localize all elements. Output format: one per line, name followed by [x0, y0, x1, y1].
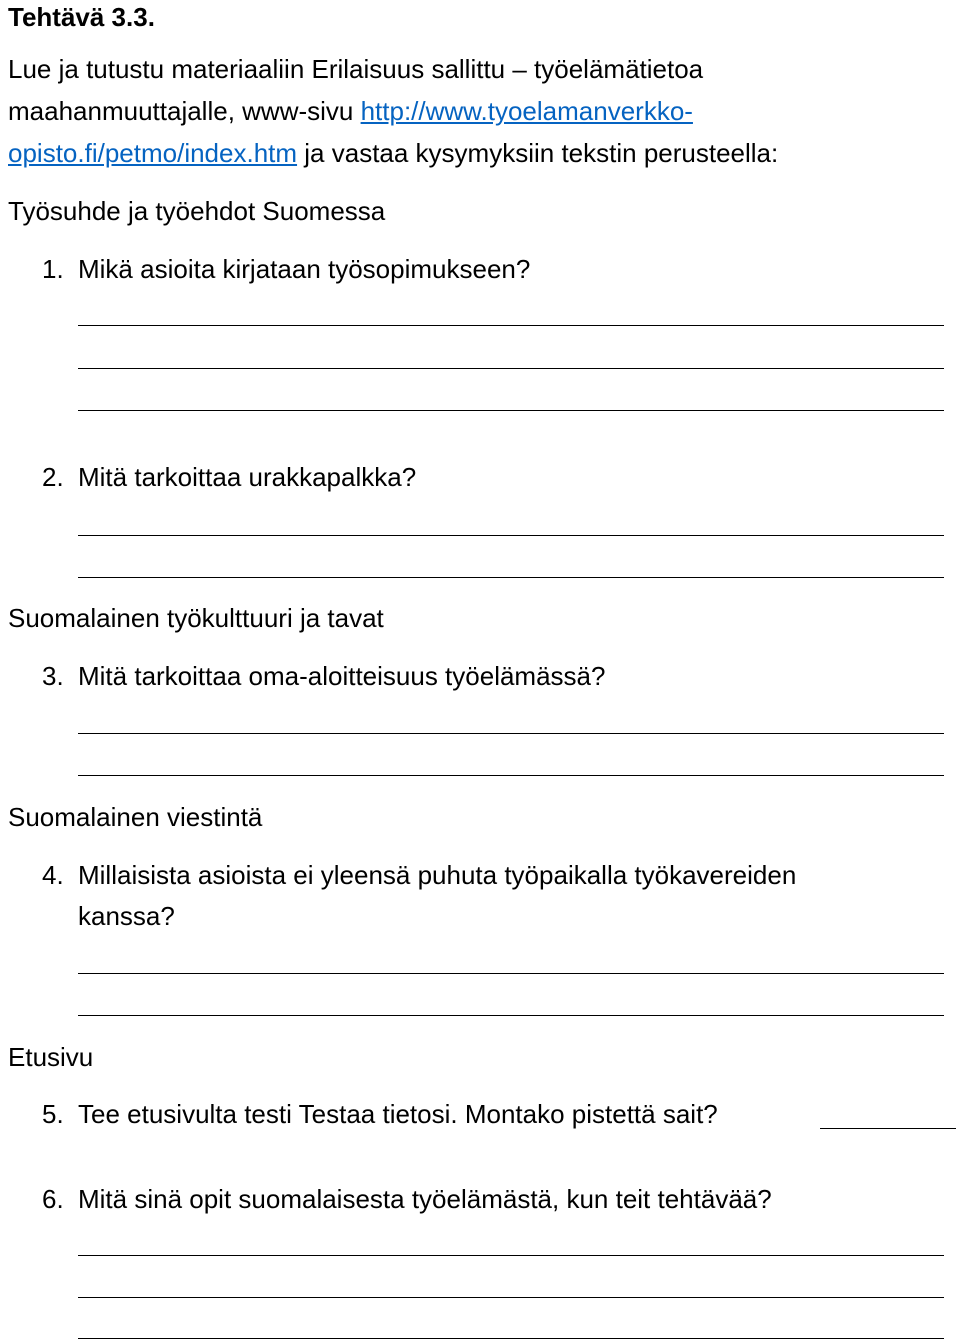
question-text: Mikä asioita kirjataan työsopimukseen? — [78, 254, 531, 284]
answer-line[interactable] — [78, 410, 944, 411]
question-number: 3. — [42, 661, 64, 691]
answer-line[interactable] — [78, 775, 944, 776]
question-5 — [0, 1099, 960, 1131]
answer-line[interactable] — [78, 1338, 944, 1339]
material-link-part-1[interactable]: http://www.tyoelamanverkko- — [360, 96, 693, 126]
intro-line-3 — [8, 138, 778, 168]
answer-line[interactable] — [78, 733, 944, 734]
answer-line[interactable] — [78, 577, 944, 578]
question-text: Mitä tarkoittaa urakkapalkka? — [78, 462, 417, 492]
question-text: Mitä tarkoittaa oma-aloitteisuus työelämässä? — [78, 661, 606, 691]
material-link-part-2[interactable]: opisto.fi/petmo/index.htm — [8, 138, 298, 168]
question-number: 5. — [42, 1099, 64, 1129]
question-number: 1. — [42, 254, 64, 284]
section-heading-employment: Työsuhde ja työehdot Suomessa — [8, 196, 386, 226]
question-text-continued: kanssa? — [78, 901, 175, 931]
page-title: Tehtävä 3.3. — [8, 2, 155, 32]
question-1 — [0, 254, 960, 286]
intro-line-2-text: maahanmuuttajalle, www-sivu — [8, 96, 361, 126]
answer-line[interactable] — [78, 535, 944, 536]
question-number: 4. — [42, 860, 64, 890]
answer-line[interactable] — [78, 1255, 944, 1256]
section-heading-communication: Suomalainen viestintä — [8, 802, 263, 832]
answer-line[interactable] — [78, 368, 944, 369]
question-text: Millaisista asioista ei yleensä puhuta työpaikalla työkavereiden — [78, 860, 797, 890]
intro-line-2 — [8, 96, 693, 126]
intro-line-3-text: ja vastaa kysymyksiin tekstin perusteella: — [297, 138, 779, 168]
answer-line[interactable] — [78, 973, 944, 974]
intro-line-1: Lue ja tutustu materiaaliin Erilaisuus sallittu – työelämätietoa — [8, 54, 704, 84]
section-heading-front-page: Etusivu — [8, 1042, 94, 1072]
question-3 — [0, 661, 960, 693]
question-6 — [0, 1184, 960, 1216]
answer-line[interactable] — [78, 325, 944, 326]
score-answer-line[interactable] — [820, 1128, 956, 1129]
answer-line[interactable] — [78, 1015, 944, 1016]
question-text: Mitä sinä opit suomalaisesta työelämästä, kun teit tehtävää? — [78, 1184, 772, 1214]
answer-line[interactable] — [78, 1297, 944, 1298]
question-number: 2. — [42, 462, 64, 492]
question-4 — [0, 860, 960, 892]
question-text: Tee etusivulta testi Testaa tietosi. Montako pistettä sait? — [78, 1099, 718, 1129]
section-heading-work-culture: Suomalainen työkulttuuri ja tavat — [8, 603, 384, 633]
question-2 — [0, 462, 960, 494]
question-number: 6. — [42, 1184, 64, 1214]
